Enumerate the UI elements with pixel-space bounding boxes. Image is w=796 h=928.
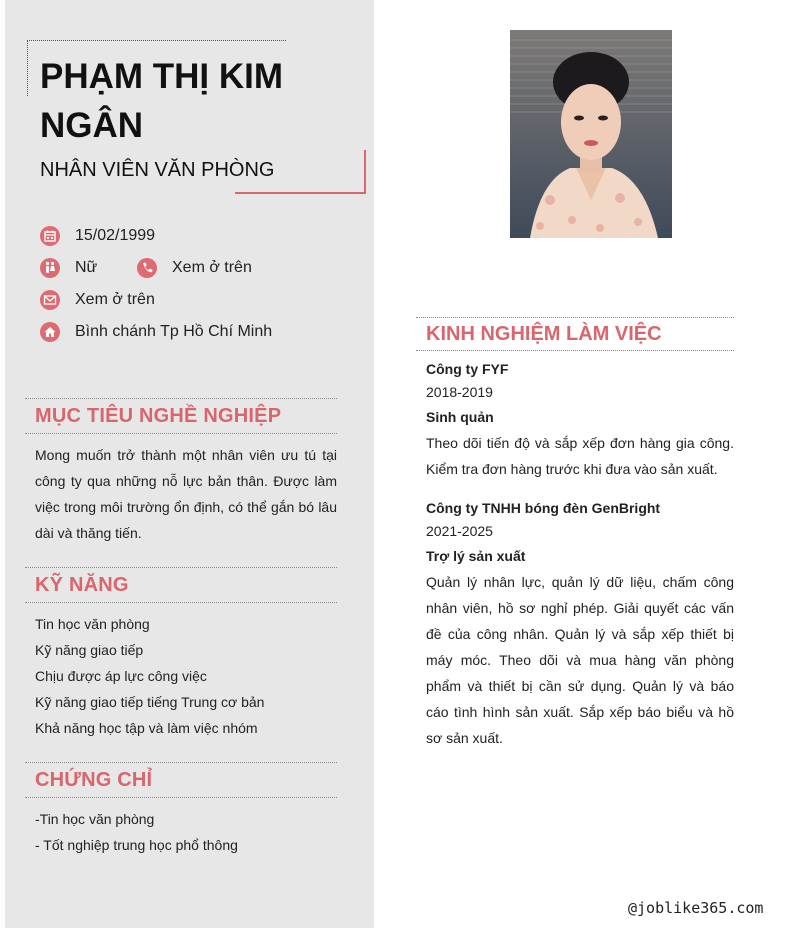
address-value: Bình chánh Tp Hồ Chí Minh [75, 323, 273, 340]
skill-item: Khả năng học tập và làm việc nhóm [35, 720, 258, 736]
email-value: Xem ở trên [75, 291, 155, 308]
skills-title: KỸ NĂNG [35, 574, 129, 596]
calendar-icon [40, 226, 60, 246]
objective-section-header [25, 398, 337, 434]
certificate-item: -Tin học văn phòng [35, 811, 155, 827]
skills-section-header [25, 567, 337, 603]
job-period: 2018-2019 [426, 384, 493, 400]
phone-icon [137, 258, 157, 278]
objective-text: Mong muốn trở thành một nhân viên ưu tú tại công ty qua những nỗ lực bản thân. Được làm việc trong môi trường ổn định, có thể gắn bó lâu dài và thăng tiến. [35, 447, 337, 541]
watermark: @joblike365.com [628, 899, 764, 917]
skill-item: Kỹ năng giao tiếp [35, 642, 144, 658]
home-icon [40, 322, 60, 342]
job-company: Công ty FYF [426, 361, 509, 377]
phone-value: Xem ở trên [172, 259, 252, 276]
job-description: Theo dõi tiến độ và sắp xếp đơn hàng gia công. Kiểm tra đơn hàng trước khi đưa vào sản xuất. [426, 435, 734, 477]
gender-icon [40, 258, 60, 278]
name-line-1: PHẠM THỊ KIM [40, 57, 284, 96]
objective-title: MỤC TIÊU NGHỀ NGHIỆP [35, 405, 282, 427]
skill-item: Chịu được áp lực công việc [35, 668, 207, 684]
job-position: Trợ lý sản xuất [426, 548, 526, 564]
skill-item: Kỹ năng giao tiếp tiếng Trung cơ bản [35, 694, 265, 710]
email-icon [40, 290, 60, 310]
experience-section-header [416, 317, 734, 351]
certificate-item: - Tốt nghiệp trung học phổ thông [35, 837, 238, 853]
certificates-section-header [25, 762, 337, 798]
name-line-2: NGÂN [40, 106, 144, 145]
birthday-value: 15/02/1999 [75, 227, 156, 244]
candidate-name [40, 52, 330, 150]
job-description: Quản lý nhân lực, quản lý dữ liệu, chấm công nhân viên, hồ sơ nghỉ phép. Giải quyết các vấn đề của công nhân. Quản lý và sắp xếp thiết bị máy móc. Theo dõi và mua hàng văn phòng phẩm và thiết bị cần sử dụng. Quản lý và báo cáo tình hình sản xuất. Sắp xếp báo biểu và hồ sơ sản xuất. [426, 574, 734, 746]
job-company: Công ty TNHH bóng đèn GenBright [426, 500, 661, 516]
profile-photo [510, 30, 672, 238]
job-position: Sinh quản [426, 409, 494, 425]
certificates-title: CHỨNG CHỈ [35, 769, 153, 791]
skill-item: Tin học văn phòng [35, 616, 150, 632]
experience-title: KINH NGHIỆM LÀM VIỆC [426, 323, 662, 345]
job-title: NHÂN VIÊN VĂN PHÒNG [40, 159, 275, 181]
gender-value: Nữ [75, 259, 98, 276]
job-period: 2021-2025 [426, 523, 493, 539]
